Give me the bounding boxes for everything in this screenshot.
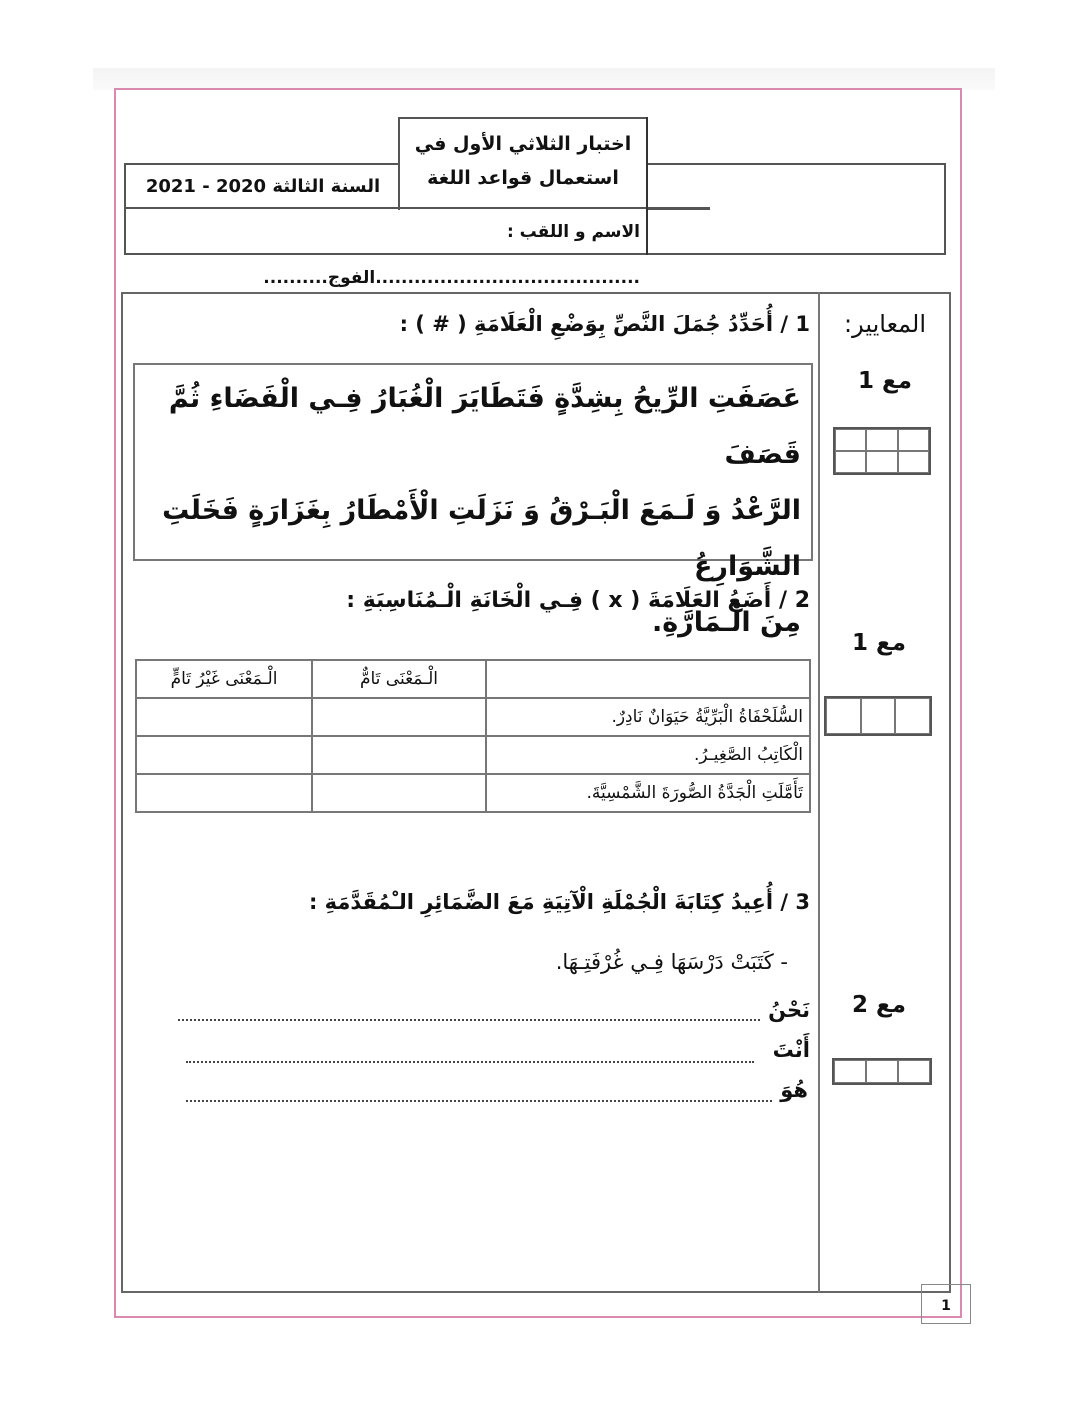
sentence-cell: الْكَاتِبُ الصَّغِيـرُ. [486, 736, 810, 774]
criteria-title: المعايير: [844, 310, 926, 338]
criterion-1-score-grid[interactable] [833, 427, 931, 475]
page-number: 1 [921, 1284, 971, 1324]
question-2-table [135, 659, 811, 813]
school-year: السنة الثالثة 2020 - 2021 [124, 163, 400, 209]
score-cell[interactable] [835, 451, 866, 473]
complete-checkbox-cell[interactable] [312, 774, 486, 812]
score-cell[interactable] [835, 429, 866, 451]
score-cell[interactable] [861, 698, 896, 734]
criterion-2-score-grid[interactable] [824, 696, 932, 736]
criterion-2-label: مع 1 [852, 630, 906, 656]
incomplete-checkbox-cell[interactable] [136, 736, 312, 774]
score-cell[interactable] [866, 1060, 898, 1083]
score-cell[interactable] [898, 429, 929, 451]
criterion-1-label: مع 1 [858, 368, 912, 394]
table-row [136, 774, 810, 812]
complete-checkbox-cell[interactable] [312, 698, 486, 736]
question-1-prompt: 1 / أُحَدِّدُ جُمَلَ النَّصِّ بِوَضْعِ الْعَلَامَةِ ( # ) : [399, 312, 810, 336]
question-3-prompt: 3 / أُعِيدُ كِتَابَةَ الْجُمْلَةِ الْآتِيَةِ مَعَ الضَّمَائِرِ الـْمُقَدَّمَةِ : [308, 890, 810, 914]
header-vertical-divider [646, 117, 648, 255]
table-header-incomplete: الْـمَعْنَى غَيْرُ تَامٍّ [136, 660, 312, 698]
criterion-3-label: مع 2 [852, 992, 906, 1018]
table-row [136, 736, 810, 774]
sentence-cell: السُّلَحْفَاةُ الْبَرِّيَّةُ حَيَوَانٌ نَادِرٌ. [486, 698, 810, 736]
table-header-row [136, 660, 810, 698]
student-name-field[interactable]: الاسم و اللقب : .........................................الفوج.......... [124, 207, 648, 255]
question-2-prompt: 2 / أَضَعُ العَلَامَةَ ( x ) فِـي الْخَانَةِ الْـمُنَاسِبَةِ : [346, 588, 810, 613]
score-cell[interactable] [866, 429, 897, 451]
score-cell[interactable] [895, 698, 930, 734]
pronoun-huwa: هُوَ [780, 1078, 808, 1102]
score-cell[interactable] [898, 1060, 930, 1083]
answer-line-anta[interactable] [186, 1061, 754, 1063]
pronoun-anta: أَنْتَ [772, 1038, 810, 1062]
answer-line-nahnu[interactable] [178, 1019, 760, 1021]
passage-line-2: الرَّعْدُ وَ لَـمَعَ الْبَـرْقُ وَ نَزَلَتِ الْأَمْطَارُ بِغَزَارَةٍ فَخَلَتِ الشَّوَارِعُ [162, 495, 801, 582]
passage-line-1: عَصَفَتِ الرِّيحُ بِشِدَّةٍ فَتَطَايَرَ الْغُبَارُ فِـي الْفَضَاءِ ثُمَّ قَصَفَ [168, 383, 801, 470]
incomplete-checkbox-cell[interactable] [136, 774, 312, 812]
page-top-shadow [93, 68, 995, 90]
pronoun-nahnu: نَحْنُ [768, 998, 810, 1022]
criteria-column-divider [818, 292, 820, 1293]
score-cell[interactable] [834, 1060, 866, 1083]
table-header-sentence [486, 660, 810, 698]
exam-title-box [398, 117, 648, 210]
passage-line-3: مِنَ الْـمَارَّةِ. [651, 607, 801, 638]
sentence-cell: تَأَمَّلَتِ الْجَدَّةُ الصُّورَةَ الشَّمْسِيَّةَ. [486, 774, 810, 812]
incomplete-checkbox-cell[interactable] [136, 698, 312, 736]
table-header-complete: الْـمَعْنَى تَامٌّ [312, 660, 486, 698]
question-3-sentence: - كَتَبَتْ دَرْسَهَا فِـي غُرْفَتِـهَا. [555, 950, 788, 974]
exam-title-line2: استعمال قواعد اللغة [427, 167, 619, 189]
table-row [136, 698, 810, 736]
criterion-3-score-grid[interactable] [832, 1058, 932, 1085]
header-divider [648, 207, 710, 210]
score-cell[interactable] [866, 451, 897, 473]
complete-checkbox-cell[interactable] [312, 736, 486, 774]
score-cell[interactable] [826, 698, 861, 734]
exam-title-line1: اختبار الثلاثي الأول في [414, 133, 632, 155]
score-cell[interactable] [898, 451, 929, 473]
answer-line-huwa[interactable] [186, 1100, 772, 1102]
